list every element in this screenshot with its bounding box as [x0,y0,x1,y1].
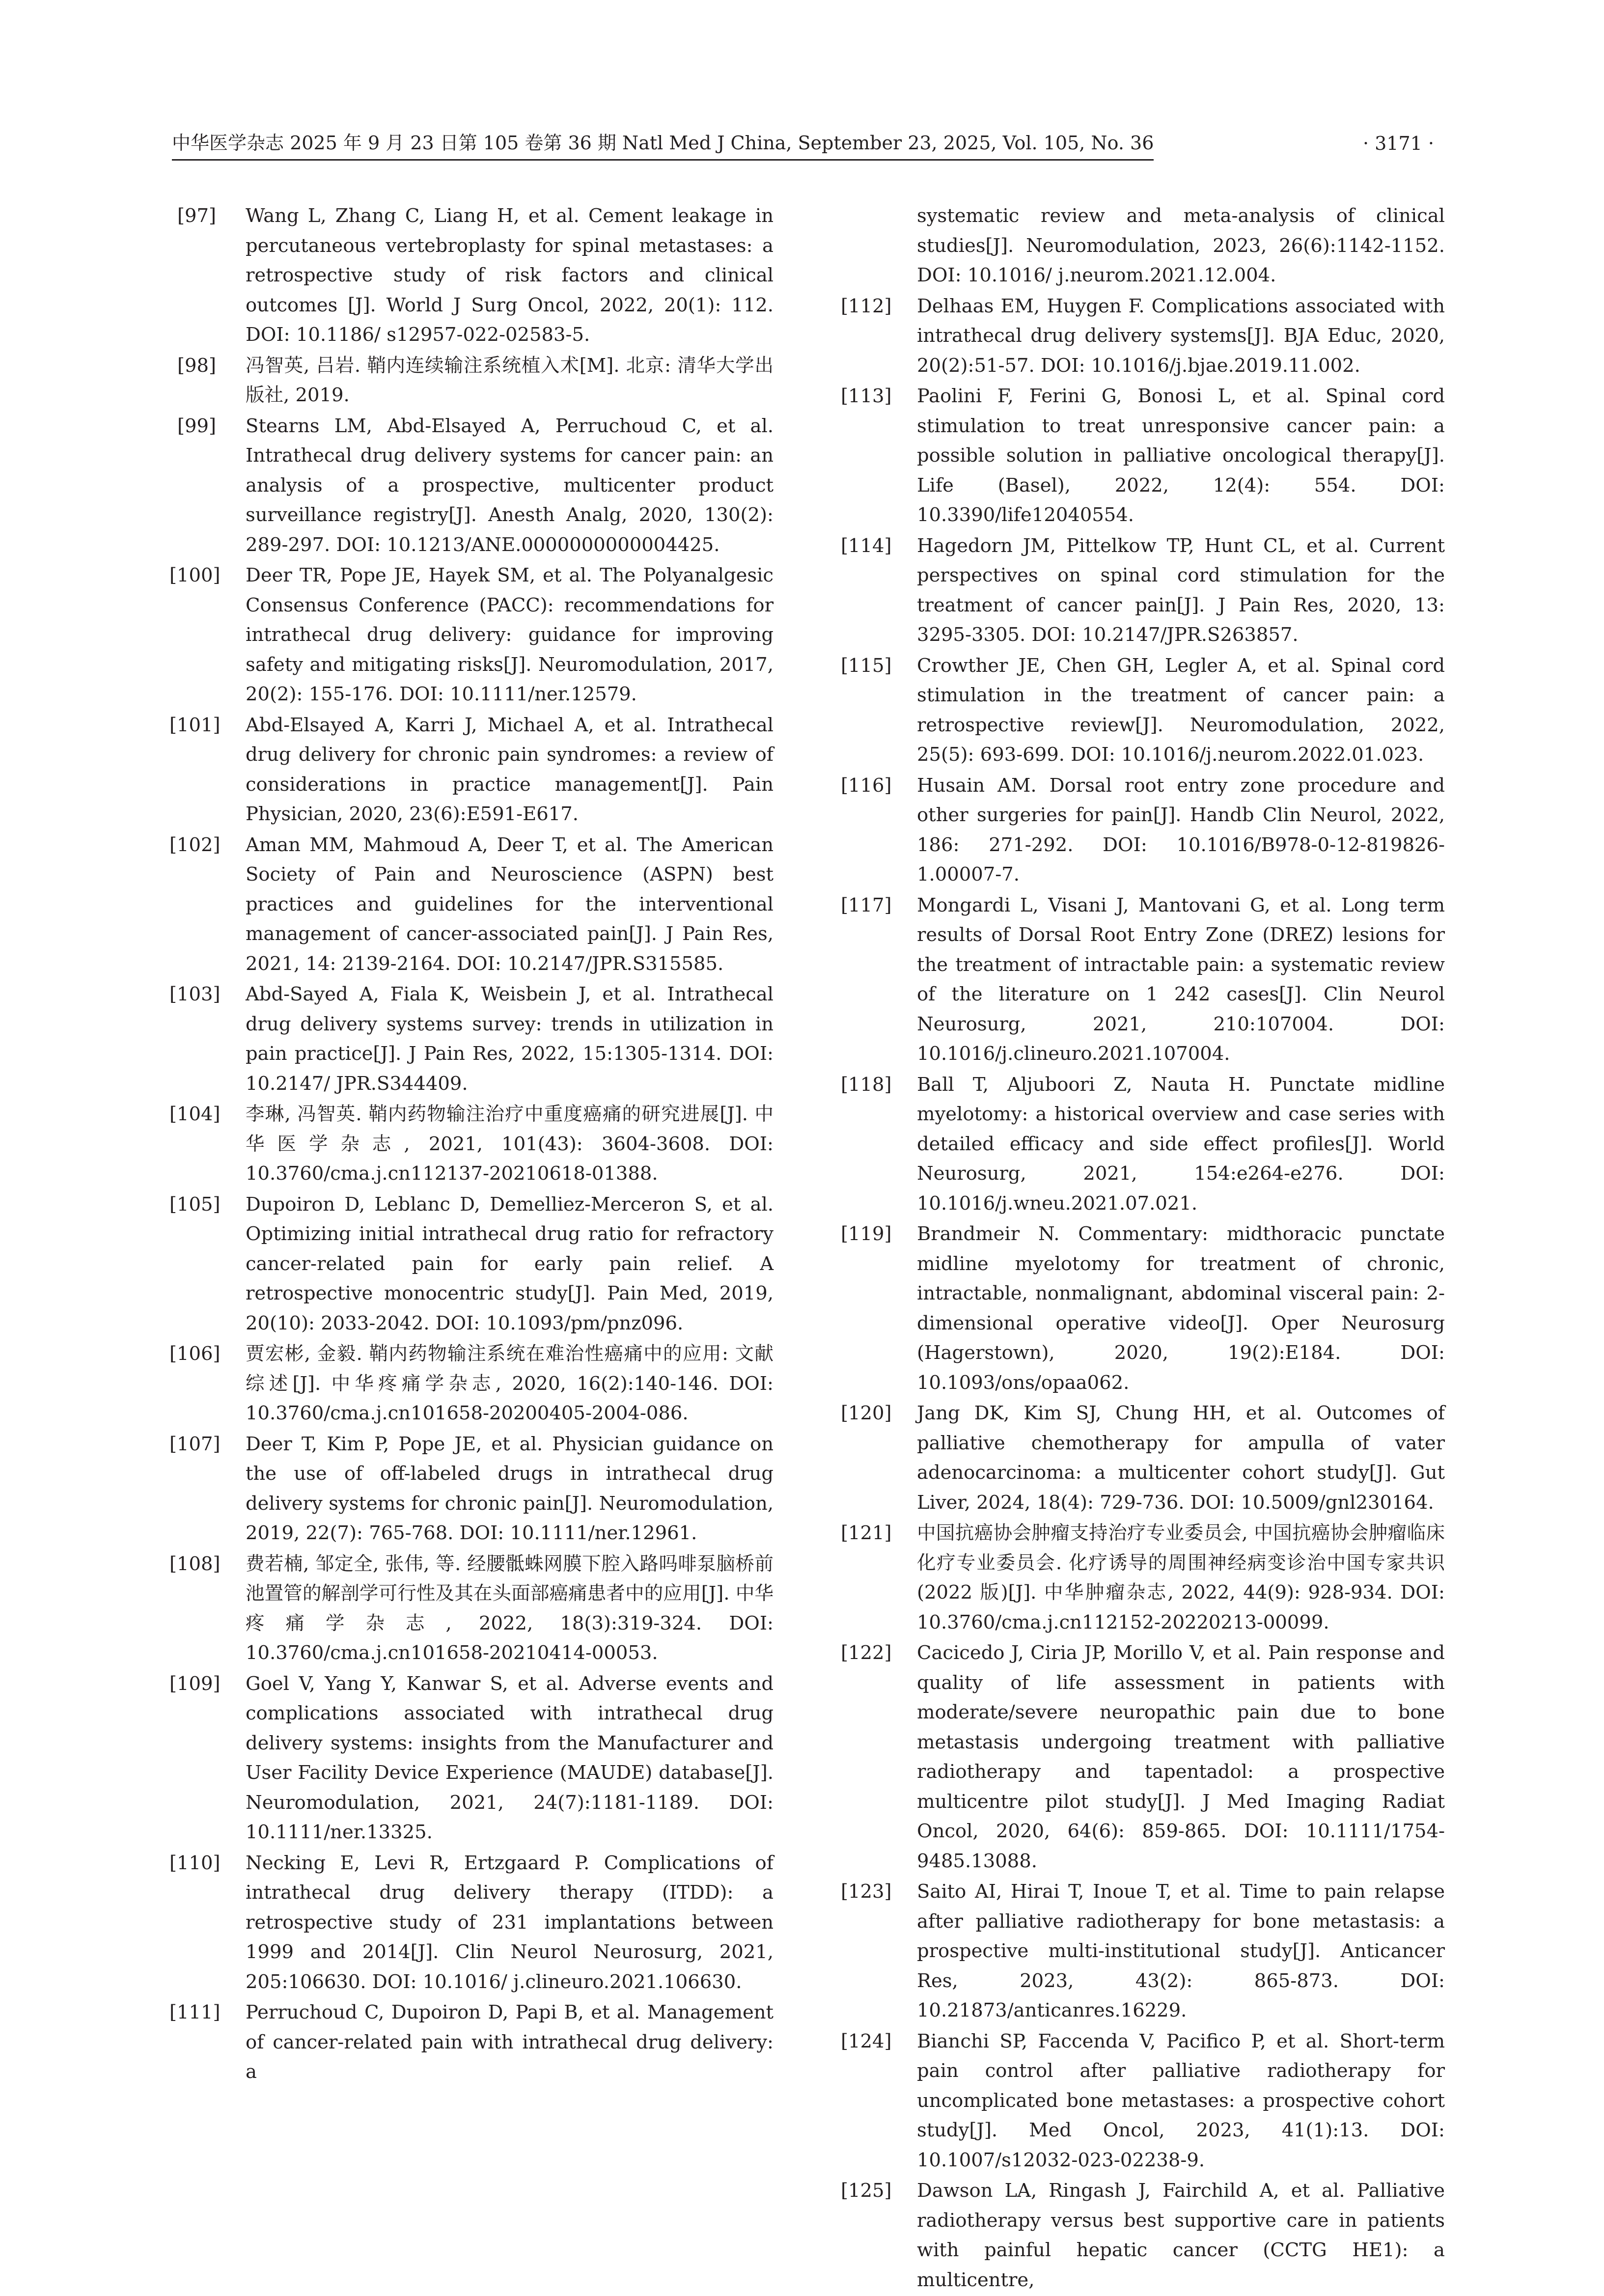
reference-item [841,651,1445,770]
reference-item [169,1100,774,1189]
reference-item [169,1998,774,2087]
page-number: · 3171 · [1362,133,1434,154]
reference-number: [97] [177,205,217,227]
reference-text: Husain AM. Dorsal root entry zone procedure and other surgeries for pain[J]. Handb Clin Neurol, 2022, 186: 271-292. DOI: 10.1016/B978-0-12-819826-1.00007-7. [917,774,1445,885]
reference-text: Abd-Sayed A, Fiala K, Weisbein J, et al. Intrathecal drug delivery systems survey: trends in utilization in pain practice[J]. J Pain Res, 2022, 15:1305-1314. DOI: 10.2147/ JPR.S344409. [246,983,774,1095]
reference-number: [98] [177,354,217,377]
reference-number: [105] [169,1193,221,1216]
reference-text: Deer TR, Pope JE, Hayek SM, et al. The Polyanalgesic Consensus Conference (PACC): recommendations for intrathecal drug delivery: guidance for improving safety and mitigating risks[J]. Neuromodulation, 2017, 20(2): 155-176. DOI: 10.1111/ner.12579. [246,564,774,705]
reference-text: Ball T, Aljuboori Z, Nauta H. Punctate midline myelotomy: a historical overview and case series with detailed efficacy and side effect profiles[J]. World Neurosurg, 2021, 154:e264-e276. DOI: 10.1016/j.wneu.2021.07.021. [917,1073,1445,1215]
reference-text: Aman MM, Mahmoud A, Deer T, et al. The American Society of Pain and Neuroscience (ASPN) best practices and guidelines for the interventional management of cancer-associated pain[J]. J Pain Res, 2021, 14: 2139-2164. DOI: 10.2147/JPR.S315585. [246,833,774,975]
reference-item [169,561,774,710]
reference-number: [110] [169,1852,221,1874]
reference-number: [104] [169,1103,221,1125]
reference-text: Wang L, Zhang C, Liang H, et al. Cement leakage in percutaneous vertebroplasty for spinal metastases: a retrospective study of risk factors and clinical outcomes [J]. World J Surg Oncol, 2022, 20(1): 112. DOI: 10.1186/ s12957-022-02583-5. [246,205,774,346]
reference-text: Delhaas EM, Huygen F. Complications associated with intrathecal drug delivery systems[J]. BJA Educ, 2020, 20(2):51-57. DOI: 10.1016/j.bjae.2019.11.002. [917,295,1445,377]
reference-item [169,1549,774,1668]
reference-item [169,711,774,830]
reference-number: [118] [841,1073,892,1096]
reference-number: [102] [169,833,221,856]
reference-number: [113] [841,385,892,407]
reference-text: Paolini F, Ferini G, Bonosi L, et al. Spinal cord stimulation to treat unresponsive cancer pain: a possible solution in palliative oncological therapy[J]. Life (Basel), 2022, 12(4): 554. DOI: 10.3390/life12040554. [917,385,1445,526]
reference-item [841,292,1445,381]
reference-number: [124] [841,2030,892,2052]
reference-item [169,830,774,979]
reference-number: [116] [841,774,892,797]
reference-item [169,1669,774,1848]
journal-header: 中华医学杂志 2025 年 9 月 23 日第 105 卷第 36 期 Natl Med J China, September 23, 2025, Vol. 105, No. 36 [172,129,1154,161]
reference-number: [121] [841,1522,892,1544]
reference-text: Dawson LA, Ringash J, Fairchild A, et al. Palliative radiotherapy versus best supportive care in patients with painful hepatic cancer (CCTG HE1): a multicentre, [917,2180,1445,2291]
reference-number: [106] [169,1343,221,1365]
reference-text: Perruchoud C, Dupoiron D, Papi B, et al. Management of cancer-related pain with intrathecal drug delivery: a [246,2001,774,2083]
running-header [172,129,1434,158]
reference-number: [122] [841,1642,892,1664]
reference-item [169,412,774,560]
reference-text: 贾宏彬, 金毅. 鞘内药物输注系统在难治性癌痛中的应用: 文献综述[J]. 中华疼痛学杂志, 2020, 16(2):140-146. DOI: 10.3760/cma.j.cn101658-20200405-2004-086. [246,1343,774,1424]
reference-text: Jang DK, Kim SJ, Chung HH, et al. Outcomes of palliative chemotherapy for ampulla of vater adenocarcinoma: a multicenter cohort study[J]. Gut Liver, 2024, 18(4): 729-736. DOI: 10.5009/gnl230164. [917,1402,1445,1514]
reference-text: 中国抗癌协会肿瘤支持治疗专业委员会, 中国抗癌协会肿瘤临床化疗专业委员会. 化疗诱导的周围神经病变诊治中国专家共识(2022 版)[J]. 中华肿瘤杂志, 2022, 44(9): 928-934. DOI: 10.3760/cma.j.cn112152-20220213-00099. [917,1522,1445,1633]
reference-number: [123] [841,1881,892,1903]
reference-item [169,201,774,350]
reference-number: [101] [169,714,221,736]
reference-item [841,1877,1445,2026]
reference-text: Deer T, Kim P, Pope JE, et al. Physician guidance on the use of off-labeled drugs in intrathecal drug delivery systems for chronic pain[J]. Neuromodulation, 2019, 22(7): 765-768. DOI: 10.1111/ner.12961. [246,1433,774,1544]
reference-text: 费若楠, 邹定全, 张伟, 等. 经腰骶蛛网膜下腔入路吗啡泵脑桥前池置管的解剖学可行性及其在头面部癌痛患者中的应用[J]. 中华疼痛学杂志, 2022, 18(3):319-324. DOI: 10.3760/cma.j.cn101658-20210414-00053. [246,1552,774,1664]
reference-number: [109] [169,1672,221,1695]
reference-text: Dupoiron D, Leblanc D, Demelliez-Merceron S, et al. Optimizing initial intrathecal drug ratio for refractory cancer-related pain for early pain relief. A retrospective monocentric study[J]. Pain Med, 2019, 20(10): 2033-2042. DOI: 10.1093/pm/pnz096. [246,1193,774,1334]
reference-item [841,1399,1445,1518]
right-column [841,201,1445,2296]
reference-continuation [841,201,1445,291]
reference-text: Goel V, Yang Y, Kanwar S, et al. Adverse events and complications associated with intrathecal drug delivery systems: insights from the Manufacturer and User Facility Device Experience (MAUDE) database[J]. Neuromodulation, 2021, 24(7):1181-1189. DOI: 10.1111/ner.13325. [246,1672,774,1843]
reference-number: [111] [169,2001,221,2023]
reference-text: Stearns LM, Abd-Elsayed A, Perruchoud C, et al. Intrathecal drug delivery systems for cancer pain: an analysis of a prospective, multicenter product surveillance registry[J]. Anesth Analg, 2020, 130(2): 289-297. DOI: 10.1213/ANE.0000000000004425. [246,415,774,556]
reference-number: [115] [841,654,892,677]
reference-item [841,2027,1445,2176]
reference-number: [99] [177,415,217,437]
reference-number: [125] [841,2180,892,2202]
reference-number: [108] [169,1552,221,1575]
reference-text: Abd-Elsayed A, Karri J, Michael A, et al. Intrathecal drug delivery for chronic pain syndromes: a review of considerations in practice management[J]. Pain Physician, 2020, 23(6):E591-E617. [246,714,774,825]
reference-item [841,1070,1445,1219]
reference-text: 李琳, 冯智英. 鞘内药物输注治疗中重度癌痛的研究进展[J]. 中华医学杂志, 2021, 101(43): 3604-3608. DOI: 10.3760/cma.j.cn112137-20210618-01388. [246,1103,774,1185]
reference-item [169,351,774,411]
reference-item [169,1849,774,1997]
reference-text: Mongardi L, Visani J, Mantovani G, et al. Long term results of Dorsal Root Entry Zone (DREZ) lesions for the treatment of intractable pain: a systematic review of the literature on 1 242 cases[J]. Clin Neurol Neurosurg, 2021, 210:107004. DOI: 10.1016/j.clineuro.2021.107004. [917,894,1445,1065]
reference-text: Hagedorn JM, Pittelkow TP, Hunt CL, et al. Current perspectives on spinal cord stimulation for the treatment of cancer pain[J]. J Pain Res, 2020, 13: 3295-3305. DOI: 10.2147/JPR.S263857. [917,534,1445,646]
reference-text: Cacicedo J, Ciria JP, Morillo V, et al. Pain response and quality of life assessment in patients with moderate/severe neuropathic pain due to bone metastasis undergoing treatment with palliative radiotherapy and tapentadol: a prospective multicentre pilot study[J]. J Med Imaging Radiat Oncol, 2020, 64(6): 859-865. DOI: 10.1111/1754-9485.13088. [917,1642,1445,1872]
reference-item [841,382,1445,530]
reference-item [841,1638,1445,1876]
reference-number: [117] [841,894,892,916]
reference-number: [119] [841,1223,892,1245]
reference-text: Brandmeir N. Commentary: midthoracic punctate midline myelotomy for treatment of chronic, intractable, nonmalignant, abdominal visceral pain: 2-dimensional operative video[J]. Oper Neurosurg (Hagerstown), 2020, 19(2):E184. DOI: 10.1093/ons/opaa062. [917,1223,1445,1394]
reference-text: Saito AI, Hirai T, Inoue T, et al. Time to pain relapse after palliative radiotherapy for bone metastasis: a prospective multi-institutional study[J]. Anticancer Res, 2023, 43(2): 865-873. DOI: 10.21873/anticanres.16229. [917,1881,1445,2021]
reference-number: [107] [169,1433,221,1455]
reference-number: [112] [841,295,892,317]
reference-text: systematic review and meta-analysis of clinical studies[J]. Neuromodulation, 2023, 26(6):1142-1152. DOI: 10.1016/ j.neurom.2021.12.004. [917,205,1445,286]
reference-number: [120] [841,1402,892,1424]
reference-text: Necking E, Levi R, Ertzgaard P. Complications of intrathecal drug delivery therapy (ITDD): a retrospective study of 231 implantations between 1999 and 2014[J]. Clin Neurol Neurosurg, 2021, 205:106630. DOI: 10.1016/ j.clineuro.2021.106630. [246,1852,774,1993]
left-column [169,201,774,2088]
reference-number: [103] [169,983,221,1005]
reference-item [841,891,1445,1069]
reference-item [841,531,1445,650]
reference-number: [100] [169,564,221,586]
reference-item [169,1339,774,1429]
reference-item [169,980,774,1099]
reference-item [169,1190,774,1339]
reference-item [169,1430,774,1549]
reference-text: 冯智英, 吕岩. 鞘内连续输注系统植入术[M]. 北京: 清华大学出版社, 2019. [246,354,774,406]
reference-item [841,1219,1445,1398]
reference-text: Crowther JE, Chen GH, Legler A, et al. Spinal cord stimulation in the treatment of cancer pain: a retrospective review[J]. Neuromodulation, 2022, 25(5): 693-699. DOI: 10.1016/j.neurom.2022.01.023. [917,654,1445,766]
reference-text: Bianchi SP, Faccenda V, Pacifico P, et al. Short-term pain control after palliative radiotherapy for uncomplicated bone metastases: a prospective cohort study[J]. Med Oncol, 2023, 41(1):13. DOI: 10.1007/s12032-023-02238-9. [917,2030,1445,2171]
reference-item [841,2176,1445,2295]
reference-item [841,1519,1445,1637]
reference-item [841,771,1445,890]
reference-number: [114] [841,534,892,557]
